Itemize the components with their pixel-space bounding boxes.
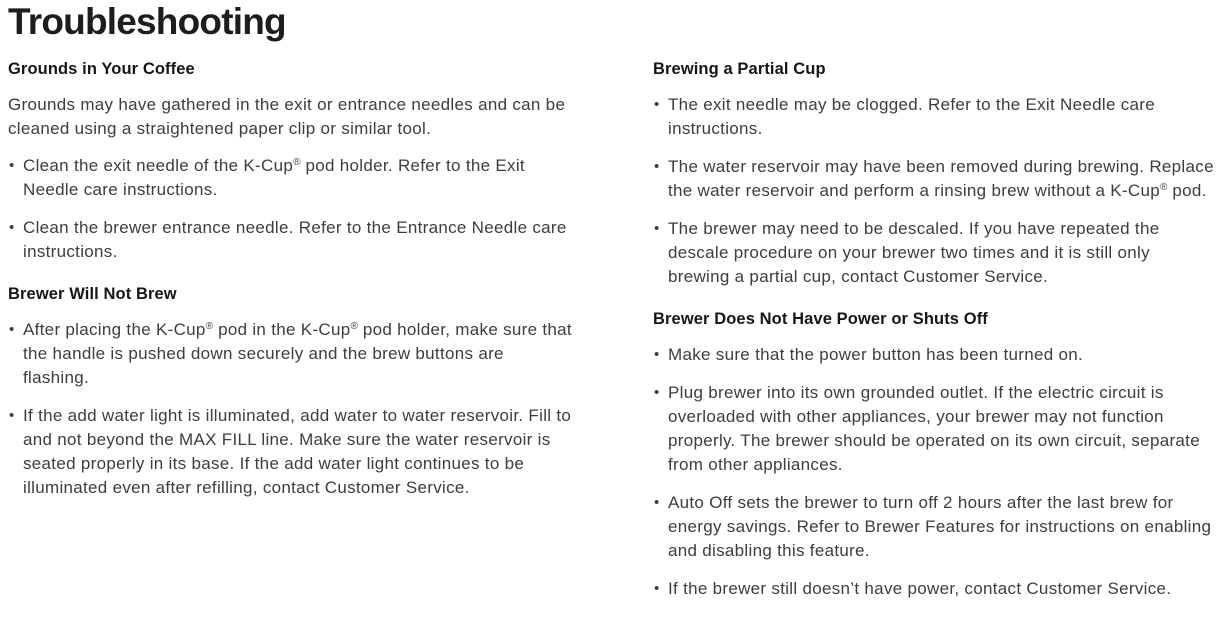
list-item xyxy=(653,217,1215,289)
page-title: Troubleshooting xyxy=(8,1,286,42)
bullet-icon: • xyxy=(654,96,660,113)
list-item xyxy=(8,216,574,264)
list-item xyxy=(8,154,574,202)
bullet-icon: • xyxy=(654,220,660,237)
bullet-text: The water reservoir may have been removed during brewing. Replace the water reservoir and perform a rinsing brew without a K-Cup® pod. xyxy=(668,157,1214,200)
section-brewer-will-not-brew xyxy=(8,284,574,500)
bullet-icon: • xyxy=(654,346,660,363)
list-item xyxy=(653,93,1215,141)
bullet-text: Clean the exit needle of the K-Cup® pod holder. Refer to the Exit Needle care instructions. xyxy=(23,156,525,199)
list-item xyxy=(653,155,1215,203)
bullet-icon: • xyxy=(654,158,660,175)
section-heading: Brewing a Partial Cup xyxy=(653,60,826,78)
section-intro: Grounds may have gathered in the exit or entrance needles and can be cleaned using a straightened paper clip or similar tool. xyxy=(8,95,566,138)
section-heading: Brewer Does Not Have Power or Shuts Off xyxy=(653,310,988,328)
list-item xyxy=(8,404,574,500)
section-heading: Grounds in Your Coffee xyxy=(8,60,195,78)
section-heading: Brewer Will Not Brew xyxy=(8,285,177,303)
bullet-icon: • xyxy=(9,407,15,424)
bullet-text: If the brewer still doesn’t have power, contact Customer Service. xyxy=(668,579,1172,598)
bullet-list xyxy=(8,154,574,264)
bullet-list xyxy=(8,318,574,500)
list-item xyxy=(653,491,1215,563)
section-brewing-a-partial-cup xyxy=(653,59,1215,289)
bullet-icon: • xyxy=(654,494,660,511)
bullet-text: Clean the brewer entrance needle. Refer to the Entrance Needle care instructions. xyxy=(23,218,567,261)
bullet-icon: • xyxy=(9,321,15,338)
list-item xyxy=(653,381,1215,477)
left-column xyxy=(8,59,574,500)
bullet-icon: • xyxy=(654,580,660,597)
bullet-text: The brewer may need to be descaled. If you have repeated the descale procedure on your brewer two times and it is still only brewing a partial cup, contact Customer Service. xyxy=(668,219,1160,286)
two-column-layout xyxy=(8,59,1220,601)
bullet-text: If the add water light is illuminated, add water to water reservoir. Fill to and not beyond the MAX FILL line. Make sure the water reservoir is seated properly in its base. If the add water light continues to be illuminated even after refilling, contact Customer Service. xyxy=(23,406,572,497)
section-brewer-does-not-have-power xyxy=(653,309,1215,601)
bullet-icon: • xyxy=(9,157,15,174)
list-item xyxy=(653,577,1215,601)
bullet-text: Make sure that the power button has been turned on. xyxy=(668,345,1084,364)
bullet-text: Plug brewer into its own grounded outlet. If the electric circuit is overloaded with other appliances, your brewer may not function properly. The brewer should be operated on its own circuit, separate from other appliances. xyxy=(668,383,1200,474)
bullet-text: After placing the K-Cup® pod in the K-Cup® pod holder, make sure that the handle is pushed down securely and the brew buttons are flashing. xyxy=(23,320,572,387)
right-column xyxy=(653,59,1215,601)
bullet-icon: • xyxy=(9,219,15,236)
list-item xyxy=(8,318,574,390)
bullet-icon: • xyxy=(654,384,660,401)
bullet-list xyxy=(653,343,1215,601)
list-item xyxy=(653,343,1215,367)
bullet-text: The exit needle may be clogged. Refer to the Exit Needle care instructions. xyxy=(668,95,1156,138)
bullet-text: Auto Off sets the brewer to turn off 2 hours after the last brew for energy savings. Refer to Brewer Features for instructions on enabling and disabling this feature. xyxy=(668,493,1212,560)
bullet-list xyxy=(653,93,1215,289)
section-grounds-in-your-coffee xyxy=(8,59,574,264)
